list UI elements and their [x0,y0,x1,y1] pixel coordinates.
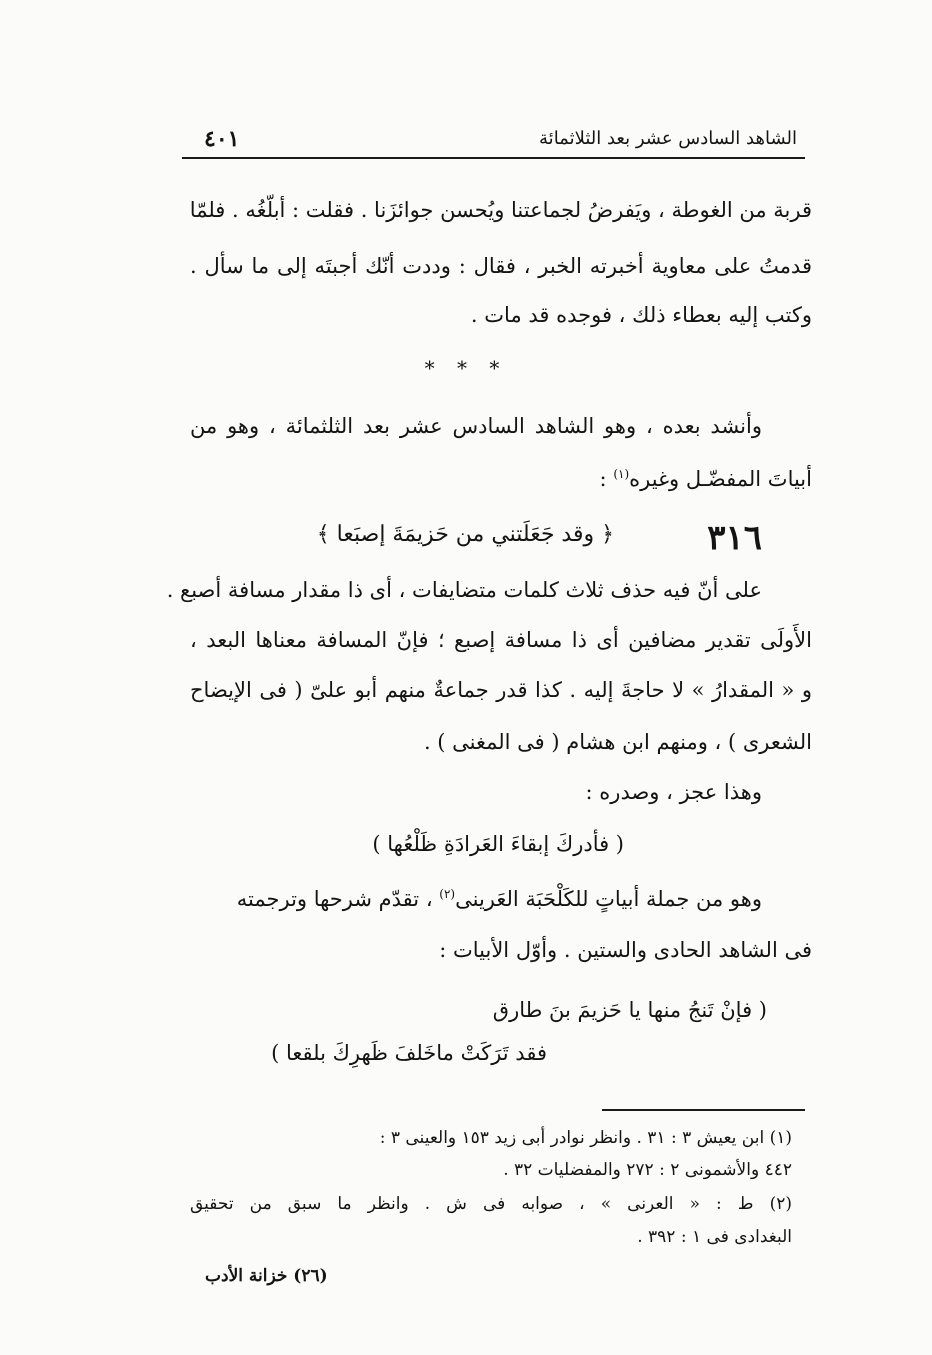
text-line: قربة من الغوطة ، ويَفرضُ لجماعتنا ويُحسن جوائزَنا . فقلت : أبلّغُه . فلمّا [189,198,812,222]
section-separator: * * * [424,356,508,380]
footnote-line: البغدادى فى ١ : ٣٩٢ . [637,1227,792,1247]
footnote-ref: (١) [613,467,630,481]
page-number: ٤٠١ [204,126,240,152]
quoted-hemistich: ( فأدركَ إبقاءَ العَرادَةِ ظَلْعُها ) [372,832,624,856]
page-header [182,124,805,160]
verse-hemistich: ( فإنْ تَنجُ منها يا حَزيمَ بنَ طارق [492,998,767,1022]
running-title: الشاهد السادس عشر بعد الثلاثمائة [539,128,797,149]
verse-hemistich: فقد تَرَكَتْ ماخَلفَ ظَهرِكَ بلقعا ) [271,1041,547,1065]
text-line: الشعرى ) ، ومنهم ابن هشام ( فى المغنى ) . [423,730,812,754]
footnote-line: ٤٤٢ والأشمونى ٢ : ٢٧٢ والمفضليات ٣٢ . [503,1160,792,1180]
verse-number: ٣١٦ [707,518,762,558]
intro-colon: : [599,467,614,491]
text-line: قدمتُ على معاوية أخبرته الخبر ، فقال : وددت أنّك أجبتَه إلى ما سأل . [190,254,812,278]
header-rule [182,157,805,159]
poem-note-text: وهو من جملة أبياتٍ للكَلْحَبَة العَرينى [455,887,762,911]
verse-text: ﴿ وقد جَعَلَتني من حَزيمَةَ إصبَعا ﴾ [316,522,614,547]
intro-text: أبياتَ المفضّـل وغيره [629,467,812,491]
footnote-line: (٢) ط : « العرنى » ، صوابه فى ش . وانظر ما سبق من تحقيق [190,1194,792,1214]
footnote-rule [602,1109,805,1111]
poem-note-text: ، تقدّم شرحها وترجمته [236,887,440,911]
footnote-ref: (٢) [439,887,456,901]
text-line: و « المقدارُ » لا حاجةَ إليه . كذا قدر جماعةٌ منهم أبو علىّ ( فى الإيضاح [190,678,812,702]
text-line: وأنشد بعده ، وهو الشاهد السادس عشر بعد الثلثمائة ، وهو من [190,414,762,438]
text-line: وكتب إليه بعطاء ذلك ، فوجده قد مات . [470,303,812,327]
footnote-line: (١) ابن يعيش ٣ : ٣١ . وانظر نوادر أبى زيد ١٥٣ والعينى ٣ : [379,1128,792,1148]
text-line: فى الشاهد الحادى والستين . وأوّل الأبيات : [439,938,812,962]
text-line: وهذا عجز ، وصدره : [585,780,762,804]
text-line: على أنّ فيه حذف ثلاث كلمات متضايفات ، أى ذا مقدار مسافة أصبع . [166,578,762,602]
text-line [190,888,762,910]
signature-mark: (٢٦) خزانة الأدب [205,1266,328,1286]
text-line [190,468,812,490]
text-line: الأَولَى تقدير مضافين أى ذا مسافة إصبع ؛ فإنّ المسافة معناها البعد ، [190,628,812,652]
